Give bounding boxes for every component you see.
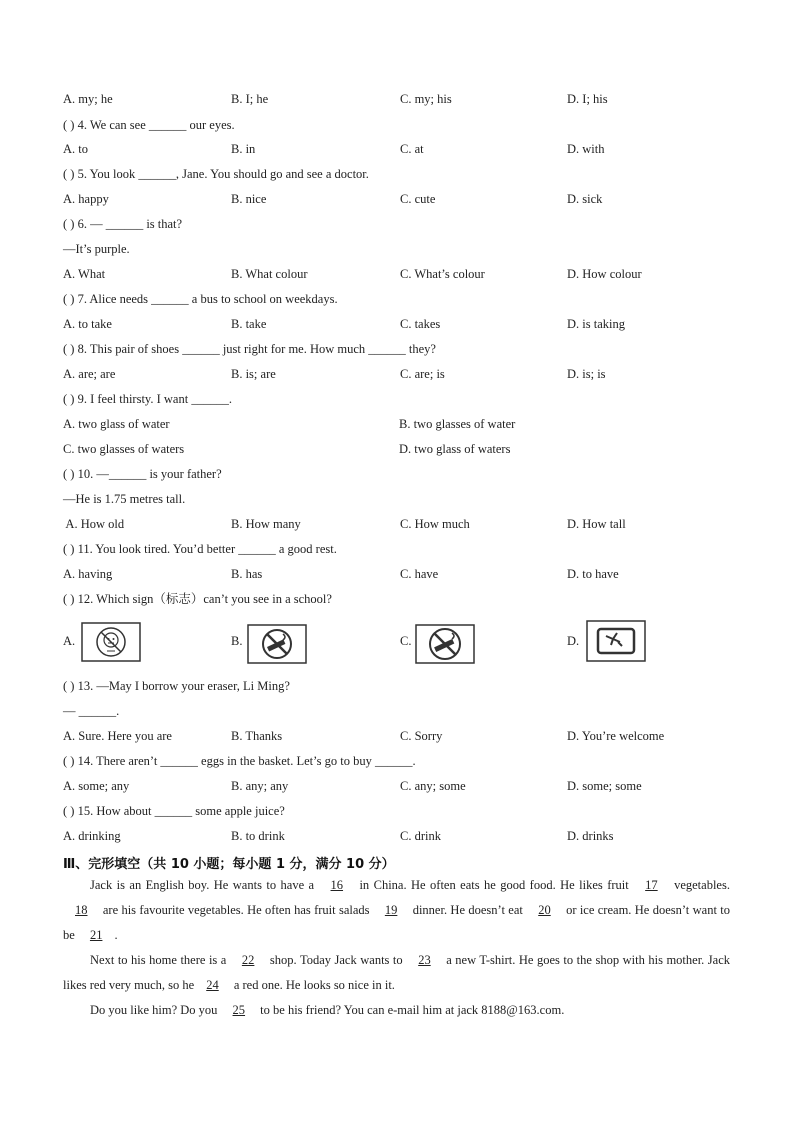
blank-22[interactable]: 22 [241, 953, 255, 967]
option-label: B. [231, 634, 243, 648]
option-d[interactable]: D. How colour [567, 267, 642, 281]
option-b[interactable]: B. Thanks [231, 729, 283, 743]
passage-text: Do you like him? Do you [90, 1003, 221, 1017]
option-b[interactable]: B. What colour [231, 267, 308, 281]
q10-stem: ( ) 10. —______ is your father? [63, 467, 222, 481]
option-a[interactable]: A. Sure. Here you are [63, 729, 172, 743]
q10-options [63, 515, 734, 533]
option-a[interactable]: A. some; any [63, 779, 130, 793]
q9-stem: ( ) 9. I feel thirsty. I want ______. [63, 392, 232, 406]
passage-text: to be his friend? You can e-mail him at jack 8188@163.com. [257, 1003, 565, 1017]
q8-stem: ( ) 8. This pair of shoes ______ just right for me. How much ______ they? [63, 342, 436, 356]
option-c[interactable]: C. takes [400, 317, 441, 331]
option-d[interactable]: D. is; is [567, 367, 606, 381]
option-label: D. [567, 634, 580, 648]
cloze-paragraph-3 [63, 998, 730, 1023]
option-c[interactable]: C. drink [400, 829, 441, 843]
q7-stem: ( ) 7. Alice needs ______ a bus to school on weekdays. [63, 292, 338, 306]
blank-24[interactable]: 24 [206, 978, 219, 992]
blank-16[interactable]: 16 [330, 878, 344, 892]
no-smoking-sign-icon [415, 624, 475, 664]
passage-text: Next to his home there is a [90, 953, 230, 967]
option-c[interactable]: C. cute [400, 192, 436, 206]
blank-20[interactable]: 20 [538, 903, 551, 917]
passage-text: are his favourite vegetables. He often has fruit salads [99, 903, 373, 917]
option-label: A. [63, 634, 76, 648]
passage-text: Jack is an English boy. He wants to have a [90, 878, 319, 892]
option-c[interactable]: C. any; some [400, 779, 466, 793]
option-b[interactable]: B. to drink [231, 829, 285, 843]
option-b[interactable]: B. is; are [231, 367, 276, 381]
blank-23[interactable]: 23 [418, 953, 431, 967]
q9-options-row2 [63, 440, 734, 458]
blank-25[interactable]: 25 [232, 1003, 246, 1017]
option-c[interactable]: C. Sorry [400, 729, 443, 743]
q6-reply: —It’s purple. [63, 242, 130, 256]
q12-stem: ( ) 12. Which sign（标志）can’t you see in a school? [63, 592, 332, 606]
option-c[interactable]: C. How much [400, 517, 470, 531]
option-d[interactable]: D. two glass of waters [399, 442, 511, 456]
cloze-paragraph-2 [63, 948, 730, 998]
q15-stem: ( ) 15. How about ______ some apple juice? [63, 804, 285, 818]
passage-text: or ice cream. He doesn’t want to be [63, 903, 730, 942]
q4-options [63, 140, 734, 158]
option-b[interactable]: B. has [231, 567, 263, 581]
blank-21[interactable]: 21 [89, 928, 103, 942]
option-a[interactable]: A. to [63, 142, 88, 156]
q5-options [63, 190, 734, 208]
option-d[interactable]: D. drinks [567, 829, 614, 843]
option-a[interactable]: A. drinking [63, 829, 121, 843]
option-a[interactable]: A. two glass of water [63, 417, 170, 431]
q3-options [63, 90, 734, 108]
q4-stem: ( ) 4. We can see ______ our eyes. [63, 118, 235, 132]
option-b[interactable]: B. How many [231, 517, 301, 531]
blank-19[interactable]: 19 [384, 903, 398, 917]
q14-stem: ( ) 14. There aren’t ______ eggs in the basket. Let’s go to buy ______. [63, 754, 416, 768]
option-c[interactable]: C. my; his [400, 92, 452, 106]
q11-stem: ( ) 11. You look tired. You’d better ______ a good rest. [63, 542, 337, 556]
option-b[interactable]: B. nice [231, 192, 267, 206]
passage-text: dinner. He doesn’t eat [409, 903, 527, 917]
option-d[interactable]: D. to have [567, 567, 619, 581]
q14-options [63, 777, 734, 795]
option-b[interactable]: B. take [231, 317, 267, 331]
q13-stem: ( ) 13. —May I borrow your eraser, Li Ming? [63, 679, 290, 693]
passage-text: a new T-shirt. He goes to the shop with his mother. Jack likes red very much, so he [63, 953, 731, 992]
option-d[interactable]: D. You’re welcome [567, 729, 665, 743]
option-c[interactable]: C. two glasses of waters [63, 442, 185, 456]
option-a[interactable]: A. to take [63, 317, 112, 331]
option-d[interactable]: D. with [567, 142, 605, 156]
option-a[interactable]: A. having [63, 567, 113, 581]
option-c[interactable]: C. are; is [400, 367, 445, 381]
q6-options [63, 265, 734, 283]
option-b[interactable]: B. in [231, 142, 256, 156]
q9-options-row1 [63, 415, 734, 433]
airport-sign-icon [586, 620, 646, 662]
q5-stem: ( ) 5. You look ______, Jane. You should go and see a doctor. [63, 167, 369, 181]
passage-text: vegetables. [669, 878, 730, 892]
q10-reply: —He is 1.75 metres tall. [63, 492, 186, 506]
option-d[interactable]: D. some; some [567, 779, 642, 793]
q6-stem: ( ) 6. — ______ is that? [63, 217, 183, 231]
option-a[interactable]: A. my; he [63, 92, 113, 106]
no-smoking-sign-icon [247, 624, 307, 664]
q7-options [63, 315, 734, 333]
option-b[interactable]: B. I; he [231, 92, 269, 106]
option-a[interactable]: A. happy [63, 192, 109, 206]
q13-options [63, 727, 734, 745]
option-c[interactable]: C. have [400, 567, 439, 581]
option-b[interactable]: B. any; any [231, 779, 289, 793]
cloze-paragraph-1 [63, 873, 730, 948]
blank-17[interactable]: 17 [645, 878, 658, 892]
option-c[interactable]: C. What’s colour [400, 267, 485, 281]
option-label: C. [400, 634, 412, 648]
option-d[interactable]: D. I; his [567, 92, 608, 106]
option-d[interactable]: D. How tall [567, 517, 626, 531]
q11-options [63, 565, 734, 583]
passage-text: shop. Today Jack wants to [266, 953, 407, 967]
q8-options [63, 365, 734, 383]
option-a[interactable]: A. How old [63, 517, 125, 531]
section-heading: Ⅲ、完形填空（共 10 小题；每小题 1 分，满分 10 分） [63, 857, 395, 872]
q13-reply: — ______. [63, 704, 120, 718]
blank-18[interactable]: 18 [75, 903, 88, 917]
option-d[interactable]: D. is taking [567, 317, 625, 331]
q15-options [63, 827, 734, 845]
passage-text: . [114, 928, 118, 942]
option-a[interactable]: A. What [63, 267, 106, 281]
passage-text: in China. He often eats he good food. He likes fruit [355, 878, 634, 892]
option-c[interactable]: C. at [400, 142, 424, 156]
option-a[interactable]: A. are; are [63, 367, 116, 381]
q12-sign-options [63, 620, 734, 666]
option-d[interactable]: D. sick [567, 192, 603, 206]
passage-text: a red one. He looks so nice in it. [230, 978, 395, 992]
option-b[interactable]: B. two glasses of water [399, 417, 516, 431]
no-noise-sign-icon [81, 622, 141, 662]
